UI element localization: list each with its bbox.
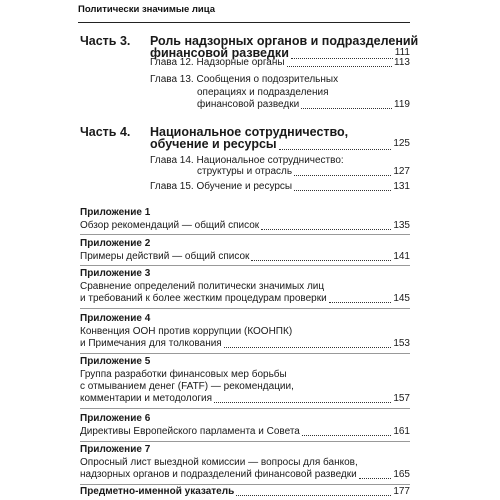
appendix-1-title: Обзор рекомендаций — общий список (80, 220, 260, 231)
dot-leader (294, 175, 391, 176)
chapter-12-page: 113 (394, 57, 410, 68)
appendix-1-page: 135 (393, 220, 410, 231)
appendix-5-line-1: Группа разработки финансовых мер борьбы (80, 369, 287, 380)
appendix-6-heading: Приложение 6 (80, 413, 151, 424)
dot-leader (301, 108, 392, 109)
appendix-3-line-1: Сравнение определений политически значимых лиц (80, 281, 325, 292)
appendix-4-line-2: и Примечания для толкования (80, 338, 222, 349)
appendix-3-line-2: и требований к более жестким процедурам проверки (80, 293, 327, 304)
index-row[interactable] (80, 485, 410, 499)
running-title: Политически значимые лица (78, 4, 215, 15)
dot-leader (359, 478, 392, 479)
appendix-1-heading: Приложение 1 (80, 207, 151, 218)
appendix-4-heading: Приложение 4 (80, 313, 151, 324)
appendix-2-heading: Приложение 2 (80, 238, 151, 249)
dot-leader (302, 435, 391, 436)
dot-leader (224, 347, 392, 348)
chapter-13-line-1: Глава 13. Сообщения о подозрительных (150, 74, 339, 85)
index-page: 177 (393, 486, 410, 497)
part-3-page: 111 (394, 47, 410, 58)
appendix-7-line-2: надзорных органов и подразделений финансовой разведки (80, 469, 357, 480)
part-4-label: Часть 4. (80, 125, 131, 139)
dot-leader (329, 302, 392, 303)
part-3-title-line-2: финансовой разведки (150, 46, 289, 60)
chapter-14-line-1: Глава 14. Национальное сотрудничество: (150, 155, 344, 166)
appendix-3-page: 145 (393, 293, 410, 304)
appendix-divider (80, 234, 410, 235)
appendix-divider (80, 265, 410, 266)
appendix-2-page: 141 (393, 251, 410, 262)
chapter-14-row[interactable] (197, 165, 410, 179)
dot-leader (279, 149, 392, 150)
appendix-7-line-1: Опросный лист выездной комиссии — вопросы для банков, (80, 457, 358, 468)
dot-leader (287, 66, 392, 67)
chapter-12-row[interactable] (150, 56, 410, 70)
dot-leader (236, 495, 391, 496)
appendix-5-row[interactable] (80, 392, 410, 406)
chapter-14-page: 127 (393, 166, 410, 177)
appendix-4-row[interactable] (80, 337, 410, 351)
appendix-divider (80, 408, 410, 409)
chapter-13-row[interactable] (197, 98, 410, 112)
chapter-15-row[interactable] (150, 180, 410, 194)
appendix-2-title: Примеры действий — общий список (80, 251, 250, 262)
part-4-title-line-1: Национальное сотрудничество, (150, 125, 349, 139)
appendix-6-title: Директивы Европейского парламента и Совета (80, 426, 300, 437)
chapter-15-page: 131 (393, 181, 410, 192)
part-4-title-line-2: обучение и ресурсы (150, 137, 277, 151)
appendix-7-row[interactable] (80, 468, 410, 482)
appendix-7-heading: Приложение 7 (80, 444, 151, 455)
part-4-page: 125 (393, 138, 410, 149)
chapter-15-title: Глава 15. Обучение и ресурсы (150, 181, 293, 192)
appendix-4-line-1: Конвенция ООН против коррупции (КООНПК) (80, 326, 293, 337)
appendix-7-page: 165 (393, 469, 410, 480)
appendix-5-page: 157 (393, 393, 410, 404)
appendix-2-row[interactable] (80, 250, 410, 264)
dot-leader (261, 229, 391, 230)
appendix-divider (80, 308, 410, 309)
appendix-5-line-2: с отмыванием денег (FATF) — рекомендации, (80, 381, 294, 392)
appendix-6-page: 161 (393, 426, 410, 437)
chapter-12-title: Глава 12. Надзорные органы (150, 57, 285, 68)
appendix-6-row[interactable] (80, 425, 410, 439)
appendix-5-line-3: комментарии и методология (80, 393, 213, 404)
dot-leader (214, 402, 391, 403)
part-4-title-line-2-row[interactable] (150, 135, 410, 153)
chapter-13-page: 119 (394, 99, 410, 110)
appendix-divider (80, 441, 410, 442)
part-3-title-line-1: Роль надзорных органов и подразделений (150, 34, 419, 48)
dot-leader (294, 190, 391, 191)
part-3-label: Часть 3. (80, 34, 131, 48)
appendix-divider (80, 353, 410, 354)
index-title: Предметно-именной указатель (80, 486, 235, 497)
chapter-14-line-2: структуры и отрасль (197, 166, 293, 177)
appendix-3-row[interactable] (80, 292, 410, 306)
appendix-4-page: 153 (393, 338, 410, 349)
chapter-13-line-3: финансовой разведки (197, 99, 300, 110)
dot-leader (251, 260, 391, 261)
appendix-1-row[interactable] (80, 219, 410, 233)
chapter-13-line-2: операциях и подразделения (197, 87, 329, 98)
appendix-3-heading: Приложение 3 (80, 268, 151, 279)
appendix-5-heading: Приложение 5 (80, 356, 151, 367)
